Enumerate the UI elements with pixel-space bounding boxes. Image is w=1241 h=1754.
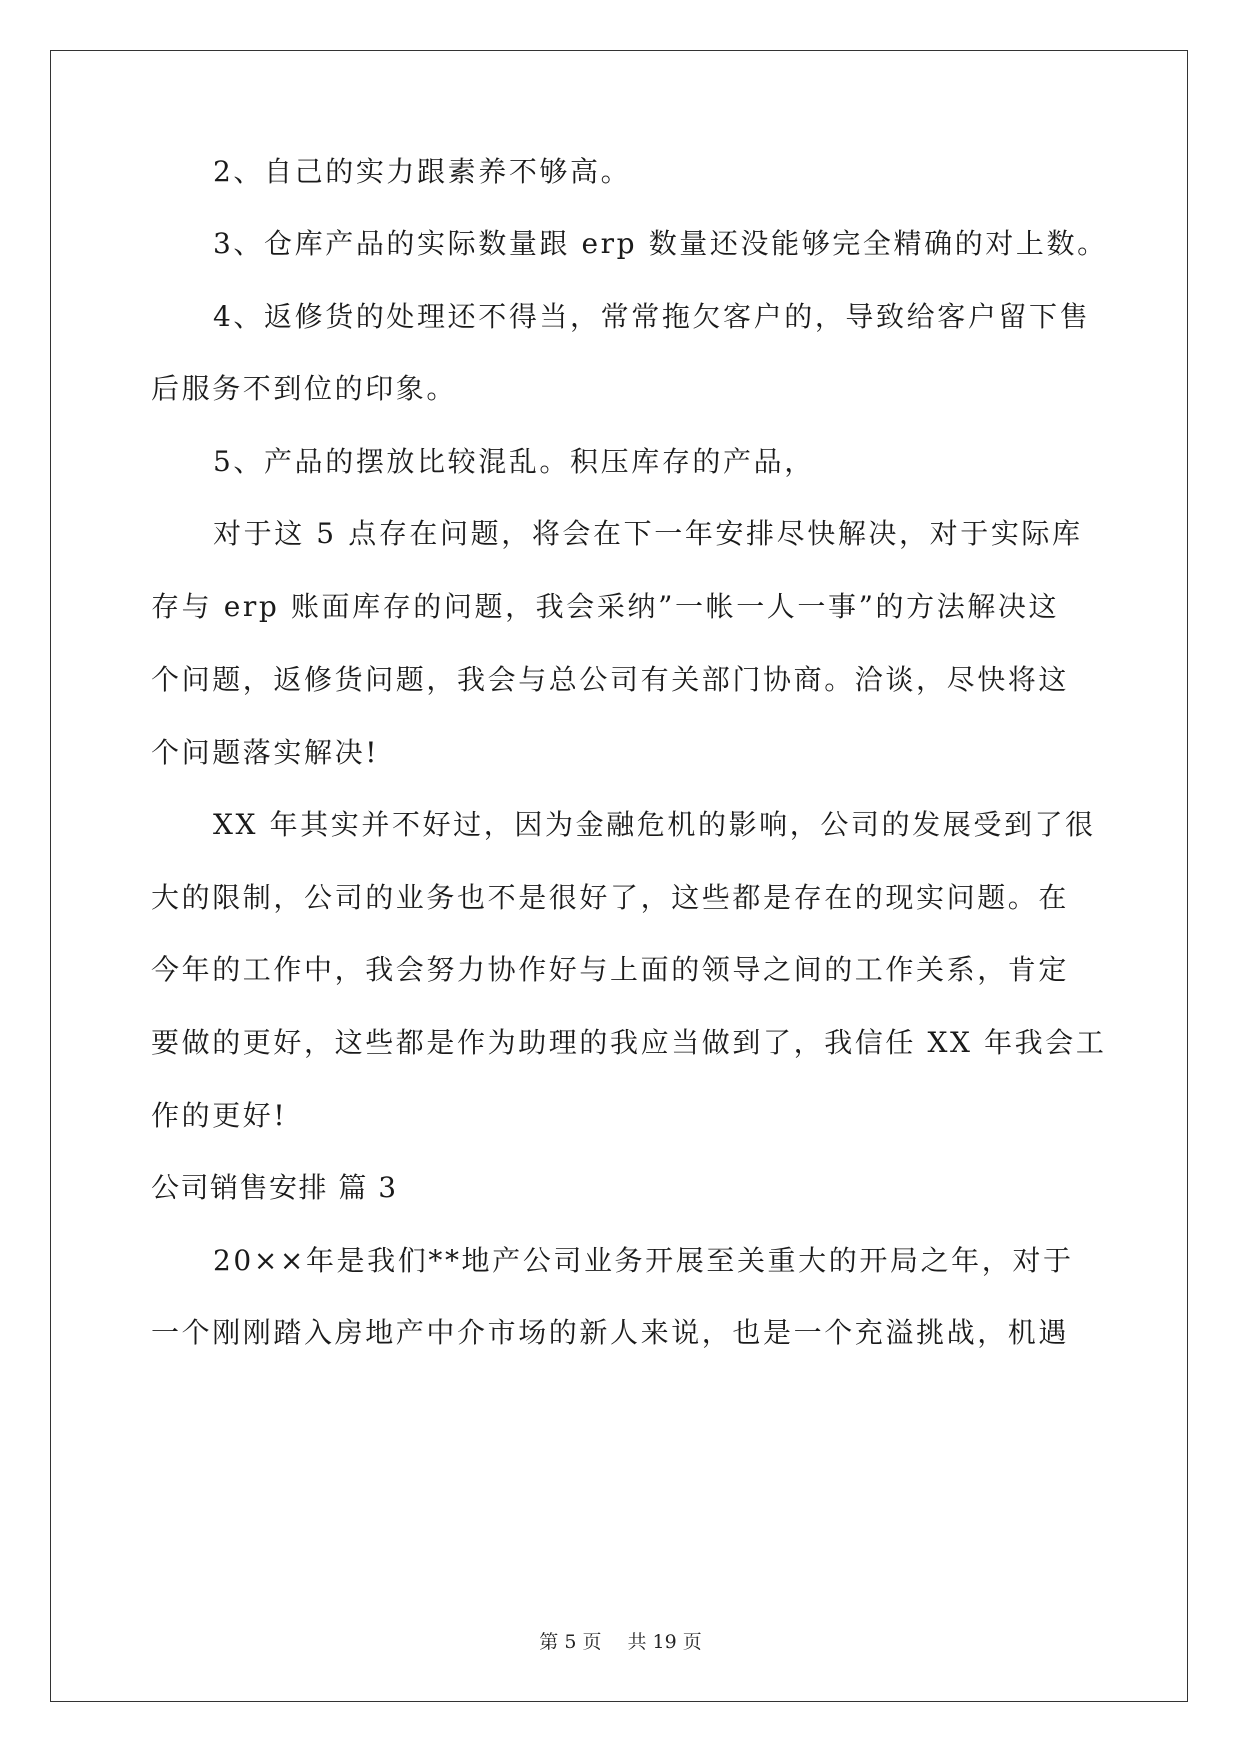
text-line: XX 年其实并不好过，因为金融危机的影响，公司的发展受到了很 bbox=[213, 808, 1096, 841]
text-line: 大的限制，公司的业务也不是很好了，这些都是存在的现实问题。在 bbox=[151, 881, 1070, 914]
text-line: 作的更好! bbox=[151, 1099, 288, 1132]
page-total: 共 19 页 bbox=[627, 1631, 702, 1653]
page-number: 第 5 页 bbox=[539, 1631, 602, 1653]
text-line: 4、返修货的处理还不得当，常常拖欠客户的，导致给客户留下售 bbox=[213, 300, 1091, 333]
text-line: 3、仓库产品的实际数量跟 erp 数量还没能够完全精确的对上数。 bbox=[213, 227, 1108, 260]
text-line: 存与 erp 账面库存的问题，我会采纳”一帐一人一事”的方法解决这 bbox=[151, 590, 1060, 623]
text-line: 2、自己的实力跟素养不够高。 bbox=[213, 155, 632, 188]
text-line: 今年的工作中，我会努力协作好与上面的领导之间的工作关系，肯定 bbox=[151, 953, 1070, 986]
text-line: 一个刚刚踏入房地产中介市场的新人来说，也是一个充溢挑战，机遇 bbox=[151, 1316, 1070, 1349]
section-heading: 公司销售安排 篇 3 bbox=[151, 1171, 398, 1204]
text-line: 个问题，返修货问题，我会与总公司有关部门协商。洽谈，尽快将这 bbox=[151, 663, 1070, 696]
page-footer bbox=[0, 1630, 1241, 1654]
text-line: 个问题落实解决! bbox=[151, 736, 380, 769]
text-line: 后服务不到位的印象。 bbox=[151, 372, 458, 405]
text-line: 要做的更好，这些都是作为助理的我应当做到了，我信任 XX 年我会工 bbox=[151, 1026, 1107, 1059]
text-line: 对于这 5 点存在问题，将会在下一年安排尽快解决，对于实际库 bbox=[213, 517, 1083, 550]
text-line: 5、产品的摆放比较混乱。积压库存的产品， bbox=[213, 445, 815, 478]
text-line: 20××年是我们**地产公司业务开展至关重大的开局之年，对于 bbox=[213, 1244, 1074, 1277]
